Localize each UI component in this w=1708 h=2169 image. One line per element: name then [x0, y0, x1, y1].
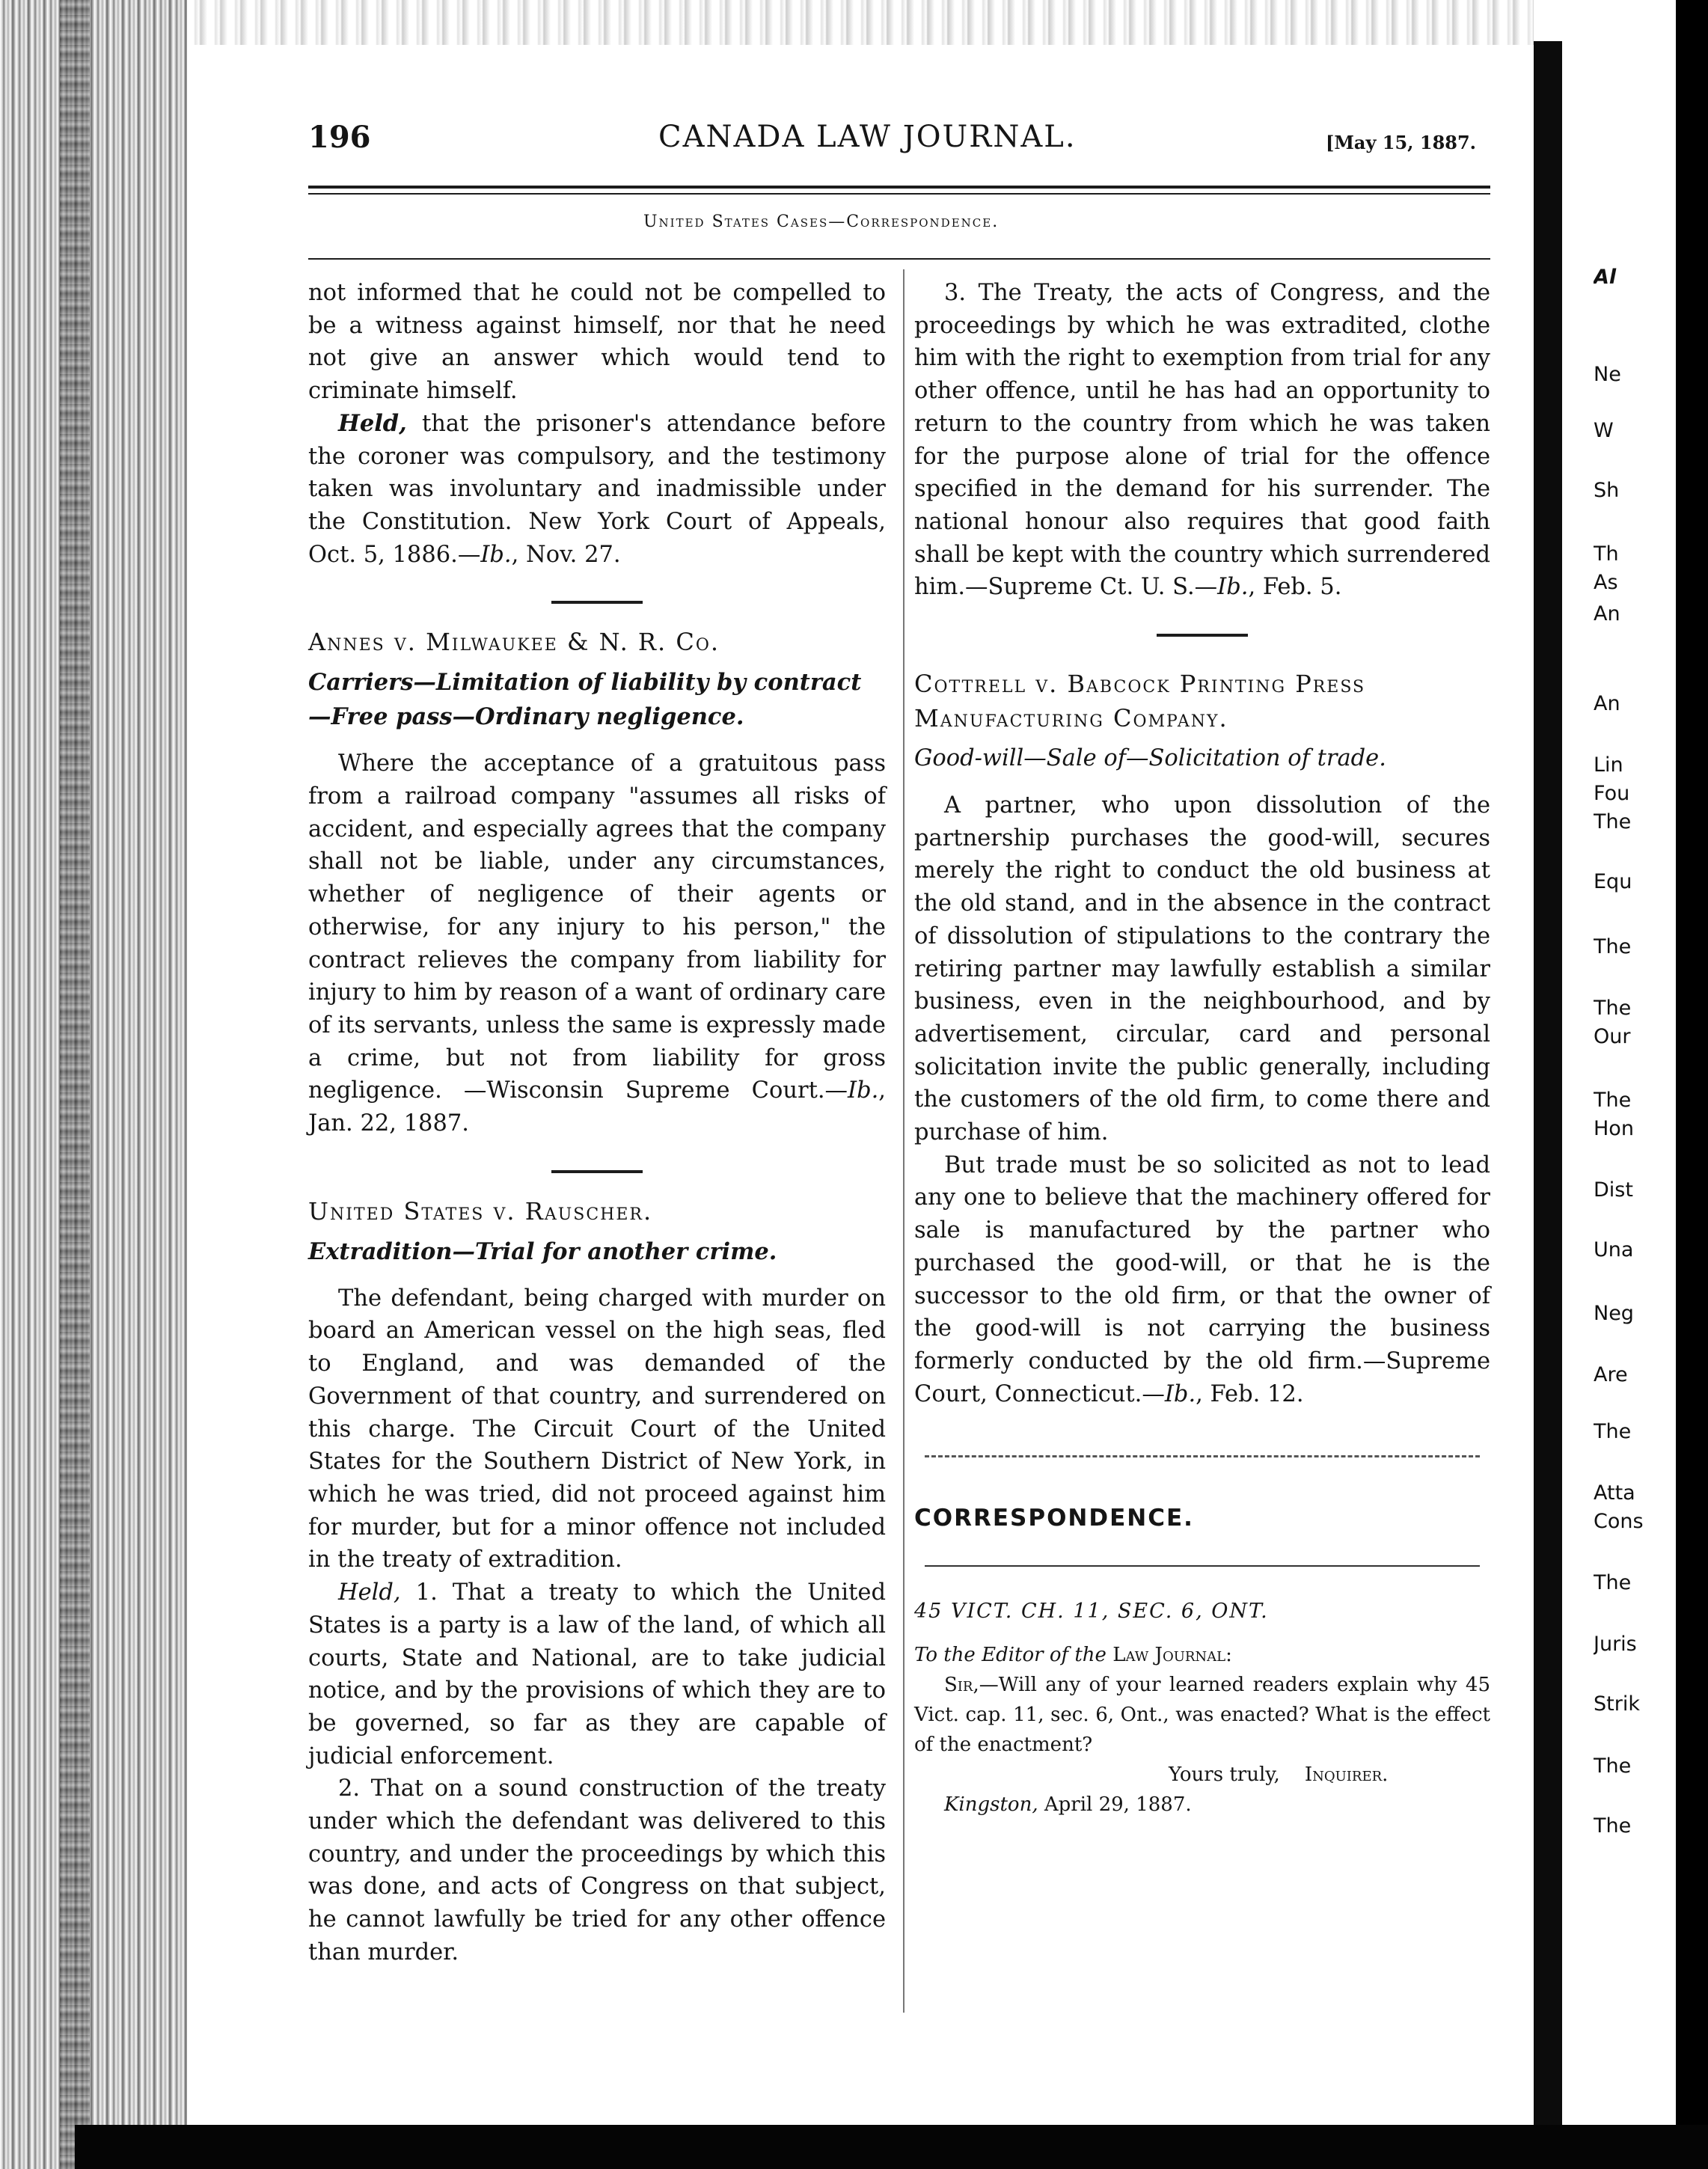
facing-page-item: Sh — [1594, 479, 1620, 502]
scanner-bottom-border — [75, 2125, 1708, 2169]
salutation-prefix: To the Editor of the — [914, 1644, 1113, 1667]
correspondence-title: CORRESPONDENCE. — [914, 1505, 1194, 1532]
citation: , Feb. 5. — [1248, 574, 1342, 601]
letter-place: Kingston, — [944, 1793, 1038, 1817]
facing-page-item: An — [1594, 602, 1620, 625]
holding-text: 3. The Treaty, the acts of Congress, and the proceedings by which he was extradited, clothe him with the right to exemption from trial for any other offence, until he has had an opportunity to return to the country from which he was taken for the purpose alone of trial for the offence specified in the demand for his surrender. The national honour also requires that good faith shall be kept with the country which surrendered him.—Supreme Ct. U. S.— — [914, 280, 1490, 601]
letter-body-text: —Will any of your learned readers explain why 45 Vict. cap. 11, sec. 6, Ont., was enacted? What is the effect of the enactment? — [914, 1674, 1490, 1757]
facing-page-item: The — [1594, 810, 1632, 833]
case-body-text: Where the acceptance of a gratuitous pass from a railroad company "assumes all risks of accident, and especially agrees that the company shall not be liable, under any circumstances, whether of negligence of their agents or otherwise, for any injury to his person," the contract relieves the company from liability for injury to him by reason of a want of ordinary care of its servants, unless the same is expressly made a crime, but not from liability for gross negligence. —Wisconsin Supreme Court.— — [308, 750, 886, 1104]
running-head: United States Cases—Correspondence. — [643, 212, 1000, 231]
column-divider — [903, 269, 904, 2013]
case-subhead: Carriers—Limitation of liability by contract — [308, 669, 862, 697]
holding-paragraph — [914, 277, 1490, 604]
facing-page-item: Strik — [1594, 1692, 1640, 1716]
letter-salutation — [914, 1640, 1490, 1670]
facing-page-item: Th — [1594, 542, 1619, 566]
facing-page-item: Ne — [1594, 363, 1621, 386]
facing-page-item: W — [1594, 419, 1614, 442]
letter-closing: Yours truly, — [1169, 1763, 1280, 1787]
facing-page-item: Fou — [1594, 782, 1630, 805]
page-gutter-shadow — [1534, 41, 1562, 2169]
case-body: The defendant, being charged with murder on board an American vessel on the high seas, fled to England, and was demanded of the Government of that country, and surrendered on this charge. The Circuit Court of the United States for the Southern District of New York, in which he was tried, did not proceed against him for murder, but for a minor offence not included in the treaty of extradition. — [308, 1285, 886, 1573]
facing-page-item: The — [1594, 1089, 1632, 1112]
running-head-rule — [308, 258, 1490, 260]
facing-page-item: Are — [1594, 1363, 1628, 1386]
facing-page-item: Cons — [1594, 1510, 1644, 1533]
held-label: Held, — [338, 1579, 401, 1606]
facing-page-item: An — [1594, 692, 1620, 715]
letter-signature: Inquirer. — [1304, 1763, 1389, 1787]
holding-text: 1. That a treaty to which the United States is a party is a law of the land, of which all courts, State and National, are to take judicial notice, and by the provisions of which they are to be governed, so far as they are capable of judicial enforcement. — [308, 1579, 886, 1769]
case-subhead: Good-will—Sale of—Solicitation of trade. — [914, 745, 1386, 772]
facing-page-item: Juris — [1594, 1633, 1637, 1656]
case-title-rauscher: United States v. Rauscher. — [308, 1196, 653, 1226]
facing-page-item: The — [1594, 1814, 1632, 1838]
case-body — [914, 1149, 1490, 1411]
scanned-book-spine-shadow — [60, 0, 90, 2169]
letter-date: April 29, 1887. — [1038, 1793, 1192, 1817]
header-rule-thin — [308, 193, 1490, 195]
page-number: 196 — [308, 120, 371, 155]
facing-page-item: The — [1594, 1420, 1632, 1443]
letter-signoff — [914, 1760, 1490, 1790]
salutation-journal: Law Journal — [1112, 1644, 1226, 1667]
scanned-book-spine — [0, 0, 187, 2169]
case-body: A partner, who upon dissolution of the partnership purchases the good-will, secures merely the right to conduct the old business at the old stand, and in the absence in the contract of dissolution of stipulations to the contrary the retiring partner may lawfully establish a similar business, even in the neighbourhood, and by advertisement, circular, card and personal solicitation invite the public generally, including the customers of the old firm, to come there and purchase of him. — [914, 792, 1490, 1146]
salutation-suffix: : — [1225, 1644, 1232, 1667]
facing-page-item: Equ — [1594, 870, 1632, 893]
facing-page-item: Our — [1594, 1025, 1631, 1048]
citation: , Nov. 27. — [511, 541, 621, 568]
letter-dateline — [914, 1790, 1490, 1820]
holding-text: that the prisoner's attendance before the coroner was compulsory, and the testimony taken was involuntary and inadmissible under the Constitution. New York Court of Appeals, Oct. 5, 1886.— — [308, 410, 886, 568]
case-body-text: But trade must be so solicited as not to lead any one to believe that the machinery offered for sale is manufactured by the partner who purchased the good-will, or that he is the successor to the old firm, or that the owner of the good-will is not carrying the business formerly conducted by the old firm.—Supreme Court, Connecticut.— — [914, 1151, 1490, 1407]
facing-page-item: The — [1594, 935, 1632, 958]
ibid: Ib. — [480, 541, 512, 568]
facing-page-item: Una — [1594, 1238, 1634, 1261]
facing-page-item: Lin — [1594, 753, 1623, 777]
citation: , Jan. 22, 1887. — [308, 1077, 886, 1137]
header-rule — [308, 186, 1490, 189]
continued-paragraph: not informed that he could not be compelled to be a witness against himself, nor that he need not give an answer which would tend to criminate himself. — [308, 280, 886, 405]
case-body — [308, 747, 886, 1139]
left-column — [308, 277, 886, 1969]
issue-date: [May 15, 1887. — [1326, 132, 1477, 153]
letter-body — [914, 1670, 1490, 1760]
case-subhead: —Free pass—Ordinary negligence. — [308, 703, 744, 731]
facing-page-item: The — [1594, 1571, 1632, 1594]
facing-page-item: The — [1594, 997, 1632, 1020]
facing-page-item: Hon — [1594, 1117, 1634, 1140]
letter-heading: 45 VICT. CH. 11, SEC. 6, ONT. — [914, 1600, 1269, 1624]
facing-page-item: Neg — [1594, 1302, 1634, 1325]
scanner-border — [1676, 0, 1708, 2169]
holding-paragraph — [308, 408, 886, 572]
facing-page-item: Dist — [1594, 1178, 1633, 1202]
citation: , Feb. 12. — [1196, 1380, 1304, 1407]
ibid: Ib. — [848, 1077, 879, 1104]
held-label: Held, — [338, 409, 407, 437]
holding-paragraph — [308, 1576, 886, 1772]
case-subhead: Extradition—Trial for another crime. — [308, 1238, 777, 1265]
scanned-top-edge — [187, 0, 1534, 45]
facing-page-item: The — [1594, 1755, 1632, 1778]
case-title-cottrell: Cottrell v. Babcock Printing Press — [914, 670, 1366, 699]
correspondence-letter — [914, 1597, 1490, 1820]
right-column — [914, 277, 1490, 1820]
case-title-annes: Annes v. Milwaukee & N. R. Co. — [308, 628, 720, 657]
facing-page-item: Al — [1594, 266, 1617, 289]
ibid: Ib. — [1217, 574, 1249, 601]
letter-sir: Sir, — [944, 1674, 979, 1697]
facing-page-item: Atta — [1594, 1481, 1635, 1505]
case-title-cottrell-line2: Manufacturing Company. — [914, 704, 1228, 733]
ibid: Ib. — [1164, 1380, 1196, 1407]
facing-page-item: As — [1594, 571, 1618, 594]
holding-paragraph: 2. That on a sound construction of the treaty under which the defendant was delivered to this country, and under the proceedings by which this was done, and acts of Congress on that subject, he cannot lawfully be tried for any other offence than murder. — [308, 1775, 886, 1965]
journal-title: CANADA LAW JOURNAL. — [658, 120, 1077, 154]
